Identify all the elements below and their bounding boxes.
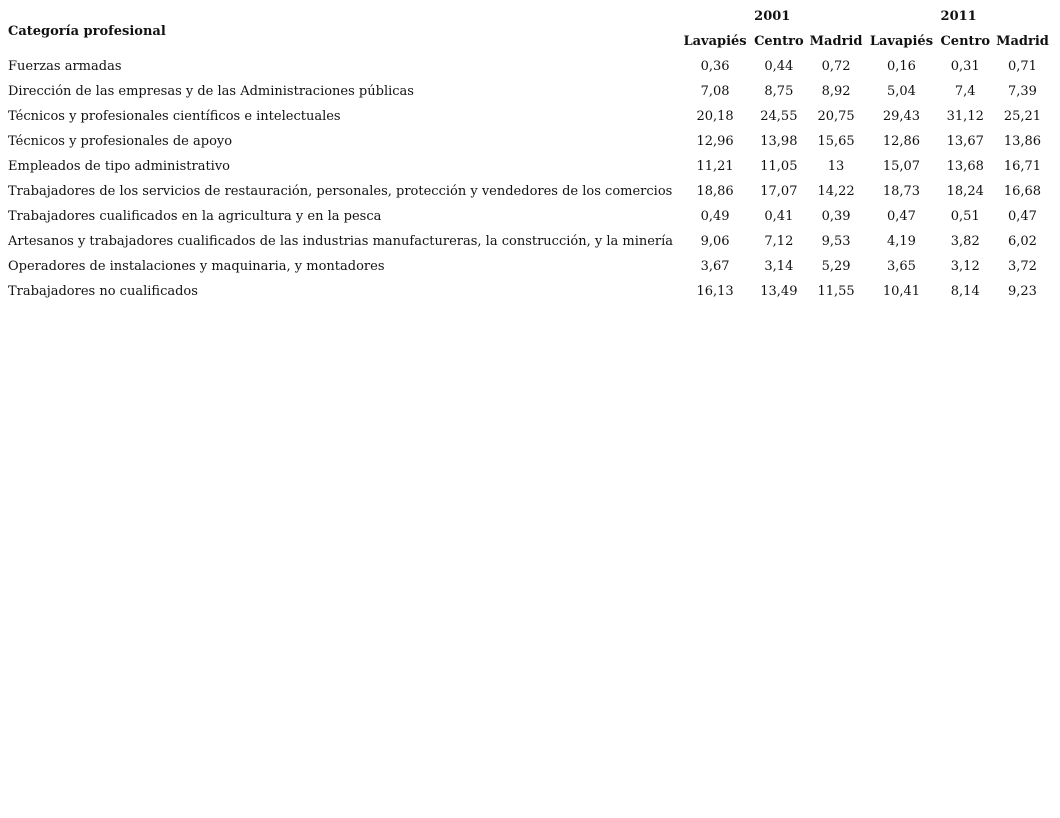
table-cell-value: 7,08	[700, 84, 730, 99]
table-cell-value: 16,68	[1003, 184, 1042, 199]
table-row	[5, 129, 1052, 154]
table-cell-value: 13,98	[760, 134, 798, 149]
table-cell-value: 0,72	[821, 59, 851, 74]
occupation-table	[5, 4, 1052, 304]
category-header: Categoría profesional	[8, 23, 166, 39]
table-cell-value: 3,67	[700, 259, 730, 274]
table-row	[5, 204, 1052, 229]
table-cell-value: 13,49	[760, 284, 798, 299]
table-cell-value: 13,67	[946, 134, 984, 149]
table-cell-value: 7,12	[764, 234, 794, 249]
row-label: Artesanos y trabajadores cualificados de las industrias manufactureras, la construcción, y la minería	[8, 234, 674, 249]
table-cell-value: 7,4	[954, 84, 976, 99]
table-cell-value: 16,71	[1003, 159, 1042, 174]
subheader-madrid-2011: Madrid	[996, 34, 1049, 49]
table-cell-value: 4,19	[886, 234, 916, 249]
table-cell-value: 0,47	[886, 209, 916, 224]
table-cell-value: 5,29	[821, 259, 851, 274]
table-cell-value: 8,75	[764, 84, 794, 99]
table-cell-value: 31,12	[946, 109, 984, 124]
table-row	[5, 279, 1052, 304]
table-cell-value: 12,96	[696, 134, 734, 149]
table-cell-value: 16,13	[696, 284, 734, 299]
row-label: Técnicos y profesionales de apoyo	[8, 134, 233, 149]
table-row	[5, 254, 1052, 279]
table-cell-value: 13,68	[946, 159, 984, 174]
table-cell-value: 12,86	[882, 134, 921, 149]
row-label: Técnicos y profesionales científicos e intelectuales	[8, 109, 341, 124]
table-cell-value: 8,14	[950, 284, 980, 299]
year-header-2001: 2001	[754, 9, 791, 24]
table-cell-value: 3,14	[764, 259, 794, 274]
table-cell-value: 11,05	[760, 159, 798, 174]
year-header-2011: 2011	[940, 9, 977, 24]
row-label: Dirección de las empresas y de las Administraciones públicas	[8, 84, 414, 99]
table-cell-value: 18,86	[696, 184, 734, 199]
table-row	[5, 79, 1052, 104]
table-cell-value: 20,18	[696, 109, 734, 124]
table-row	[5, 229, 1052, 254]
row-label: Fuerzas armadas	[8, 59, 122, 74]
table-cell-value: 11,55	[817, 284, 855, 299]
subheader-centro-2001: Centro	[754, 34, 804, 49]
table-row	[5, 54, 1052, 79]
subheader-madrid-2001: Madrid	[809, 34, 863, 49]
table-cell-value: 3,72	[1007, 259, 1037, 274]
subheader-centro-2011: Centro	[940, 34, 991, 49]
header-row-years	[5, 4, 1052, 29]
table-cell-value: 18,24	[946, 184, 984, 199]
table-cell-value: 13	[827, 159, 845, 174]
table-row	[5, 104, 1052, 129]
table-cell-value: 3,12	[950, 259, 980, 274]
table-cell-value: 11,21	[696, 159, 734, 174]
subheader-lavapies-2011: Lavapiés	[869, 34, 934, 49]
table-cell-value: 7,39	[1007, 84, 1037, 99]
table-cell-value: 0,31	[950, 59, 980, 74]
table-cell-value: 9,06	[700, 234, 730, 249]
table-cell-value: 0,16	[886, 59, 916, 74]
table-cell-value: 0,71	[1007, 59, 1037, 74]
row-label: Trabajadores no cualificados	[8, 284, 198, 299]
table-row	[5, 154, 1052, 179]
table-cell-value: 15,65	[817, 134, 855, 149]
table-cell-value: 14,22	[817, 184, 855, 199]
table-cell-value: 6,02	[1007, 234, 1037, 249]
table-cell-value: 3,65	[886, 259, 916, 274]
table-cell-value: 9,23	[1007, 284, 1037, 299]
table-cell-value: 0,44	[764, 59, 794, 74]
table-row	[5, 179, 1052, 204]
table-cell-value: 0,39	[821, 209, 851, 224]
table-cell-value: 0,49	[700, 209, 730, 224]
table-cell-value: 0,51	[950, 209, 980, 224]
table-cell-value: 24,55	[760, 109, 798, 124]
table-cell-value: 9,53	[821, 234, 851, 249]
row-label: Trabajadores de los servicios de restauración, personales, protección y vendedores de los comercios	[8, 184, 673, 199]
table-cell-value: 0,36	[700, 59, 730, 74]
table-cell-value: 29,43	[882, 109, 921, 124]
table-body	[5, 54, 1052, 304]
table-header	[5, 4, 1052, 54]
table-cell-value: 17,07	[760, 184, 798, 199]
table-cell-value: 18,73	[882, 184, 921, 199]
row-label: Empleados de tipo administrativo	[8, 159, 231, 174]
subheader-lavapies-2001: Lavapiés	[683, 34, 747, 49]
table-cell-value: 15,07	[882, 159, 921, 174]
row-label: Trabajadores cualificados en la agricultura y en la pesca	[8, 209, 382, 224]
table-cell-value: 13,86	[1003, 134, 1042, 149]
table-cell-value: 10,41	[882, 284, 921, 299]
table-cell-value: 25,21	[1003, 109, 1042, 124]
table-cell-value: 8,92	[821, 84, 851, 99]
row-label: Operadores de instalaciones y maquinaria, y montadores	[8, 259, 385, 274]
table-cell-value: 0,41	[764, 209, 794, 224]
table-cell-value: 20,75	[817, 109, 855, 124]
table-cell-value: 3,82	[950, 234, 980, 249]
table-cell-value: 5,04	[886, 84, 916, 99]
table-cell-value: 0,47	[1007, 209, 1037, 224]
